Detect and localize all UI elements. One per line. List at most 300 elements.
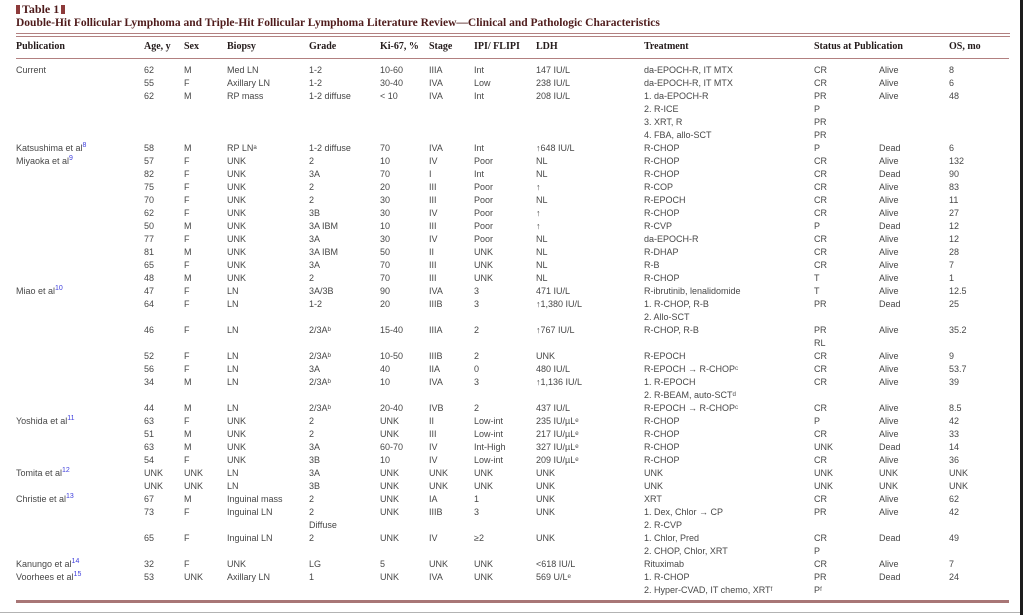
cell-age: 52: [144, 351, 155, 361]
cell-ki67: UNK: [380, 494, 400, 504]
publication-name: Yoshida et al: [16, 416, 68, 426]
cell-treatment: da-EPOCH-R, IT MTX: [644, 65, 733, 75]
cell-ki67: 15-40: [380, 325, 404, 335]
cell-ipi: 2: [474, 403, 480, 413]
cell-status: P: [814, 221, 821, 231]
cell-os: 7: [949, 260, 955, 270]
cell-ki67: UNK: [380, 416, 400, 426]
cell-vital: Alive: [879, 273, 899, 283]
cell-sex: F: [184, 455, 190, 465]
cell-treatment: R-EPOCH: [644, 351, 686, 361]
cell-biopsy: LN: [227, 403, 239, 413]
cell-ki67: 20: [380, 299, 391, 309]
cell-stage: III: [429, 182, 437, 192]
cell-ipi: 0: [474, 364, 480, 374]
cell-os: UNK: [949, 468, 969, 478]
cell-status: CR: [814, 78, 827, 88]
cell-biopsy: LN: [227, 351, 239, 361]
cell-ipi: Int: [474, 65, 485, 75]
citation-ref[interactable]: 14: [71, 558, 80, 565]
cell-sex: F: [184, 169, 190, 179]
cell-ki67: UNK: [380, 481, 400, 491]
cell-biopsy: Inguinal LN: [227, 533, 273, 543]
cell-ldh: 569 U/Lᵉ: [536, 572, 571, 582]
table-row: [16, 220, 1009, 233]
cell-os: 25: [949, 299, 960, 309]
citation-ref[interactable]: 12: [62, 467, 70, 474]
cell-os: 132: [949, 156, 965, 166]
cell-vital: Dead: [879, 221, 901, 231]
cell-publication: [16, 220, 144, 233]
cell-sex: M: [184, 494, 192, 504]
cell-vital: UNK: [879, 468, 899, 478]
table-row: [16, 402, 1009, 415]
cell-ki67: 90: [380, 286, 391, 296]
cell-grade: [309, 506, 380, 532]
cell-age: 81: [144, 247, 155, 257]
cell-treatment: UNK: [644, 468, 664, 478]
cell-ipi: 3: [474, 507, 480, 517]
cell-sex: F: [184, 234, 190, 244]
publication-name: Christie et al: [16, 494, 67, 504]
col-header-biopsy: Biopsy: [227, 37, 309, 59]
cell-treatment: R-CHOP: [644, 416, 680, 426]
cell-age: 77: [144, 234, 155, 244]
cell-status: CR: [814, 195, 827, 205]
col-header-stage: Stage: [429, 37, 474, 59]
cell-biopsy: UNK: [227, 273, 247, 283]
cell-os: 14: [949, 442, 960, 452]
cell-publication: [16, 532, 144, 558]
cell-publication: [16, 363, 144, 376]
table-label-marker-icon: [61, 5, 65, 14]
cell-line: 2. CHOP, Chlor, XRT: [644, 546, 728, 556]
cell-stage: IV: [429, 156, 438, 166]
cell-biopsy: RP mass: [227, 91, 264, 101]
cell-status: CR: [814, 169, 827, 179]
col-header-publication: Publication: [16, 37, 144, 59]
cell-grade: 1-2: [309, 299, 323, 309]
cell-vital: Dead: [879, 572, 901, 582]
cell-os: 33: [949, 429, 960, 439]
cell-treatment: XRT: [644, 494, 662, 504]
cell-publication: [16, 324, 144, 350]
cell-stage: IVA: [429, 286, 443, 296]
cell-publication: [16, 272, 144, 285]
cell-age: 51: [144, 429, 155, 439]
cell-ldh: ↑1,136 IU/L: [536, 377, 583, 387]
cell-treatment: R-CHOP, R-B: [644, 325, 699, 335]
cell-biopsy: UNK: [227, 559, 247, 569]
cell-vital: Alive: [879, 260, 899, 270]
table-row: [16, 142, 1009, 155]
cell-ki67: 10-50: [380, 351, 404, 361]
cell-age: 53: [144, 572, 155, 582]
cell-sex: F: [184, 208, 190, 218]
cell-os: 6: [949, 143, 955, 153]
table-row: [16, 467, 1009, 480]
cell-biopsy: Inguinal mass: [227, 494, 283, 504]
cell-os: 62: [949, 494, 960, 504]
cell-treatment: R-CHOP: [644, 156, 680, 166]
cell-ldh: UNK: [536, 533, 556, 543]
cell-biopsy: UNK: [227, 221, 247, 231]
cell-line: 1. Chlor, Pred: [644, 533, 700, 543]
cell-biopsy: LN: [227, 364, 239, 374]
cell-publication: [16, 480, 144, 493]
cell-biopsy: LN: [227, 481, 239, 491]
cell-grade: 3A: [309, 234, 321, 244]
citation-ref[interactable]: 10: [55, 285, 63, 292]
cell-treatment: [644, 571, 814, 597]
cell-vital: Alive: [879, 403, 899, 413]
cell-treatment: R-COP: [644, 182, 673, 192]
cell-stage: IV: [429, 234, 438, 244]
cell-os: 9: [949, 351, 955, 361]
cell-age: 46: [144, 325, 155, 335]
cell-os: 12: [949, 221, 960, 231]
cell-status: CR: [814, 559, 827, 569]
cell-ipi: 1: [474, 494, 480, 504]
cell-stage: IVA: [429, 91, 443, 101]
cell-status: T: [814, 286, 820, 296]
cell-line: 2. Allo-SCT: [644, 312, 690, 322]
cell-ipi: UNK: [474, 559, 494, 569]
cell-grade: 2: [309, 416, 315, 426]
cell-status: CR: [814, 208, 827, 218]
cell-stage: IVA: [429, 377, 443, 387]
cell-stage: IV: [429, 442, 438, 452]
cell-treatment: [644, 532, 814, 558]
cell-grade: 2: [309, 273, 315, 283]
cell-treatment: Rituximab: [644, 559, 685, 569]
cell-treatment: [644, 298, 814, 324]
citation-ref[interactable]: 9: [69, 155, 73, 162]
cell-status: P: [814, 143, 821, 153]
cell-ki67: 70: [380, 273, 391, 283]
cell-stage: IVA: [429, 572, 443, 582]
table-label-marker-icon: [16, 5, 20, 14]
cell-sex: M: [184, 65, 192, 75]
cell-grade: 1-2 diffuse: [309, 91, 351, 101]
cell-vital: Alive: [879, 234, 899, 244]
cell-ldh: NL: [536, 234, 548, 244]
cell-vital: Alive: [879, 507, 899, 517]
cell-line: PR: [814, 91, 827, 101]
cell-grade: 2/3Aᵇ: [309, 377, 331, 387]
cell-line: Diffuse: [309, 520, 337, 530]
cell-age: 82: [144, 169, 155, 179]
citation-ref[interactable]: 13: [66, 493, 74, 500]
cell-line: Pᶠ: [814, 585, 823, 595]
cell-vital: UNK: [879, 481, 899, 491]
cell-stage: IV: [429, 533, 438, 543]
cell-publication: [16, 155, 144, 168]
cell-os: 35.2: [949, 325, 967, 335]
cell-status: UNK: [814, 481, 834, 491]
cell-sex: M: [184, 377, 192, 387]
publication-name: Tomita et al: [16, 468, 63, 478]
cell-vital: Alive: [879, 247, 899, 257]
cell-stage: UNK: [429, 468, 449, 478]
cell-vital: Alive: [879, 377, 899, 387]
cell-biopsy: UNK: [227, 195, 247, 205]
table-row: [16, 571, 1009, 597]
cell-ldh: ↑767 IU/L: [536, 325, 575, 335]
publication-name: Miyaoka et al: [16, 156, 70, 166]
cell-line: 1. Dex, Chlor → CP: [644, 507, 724, 517]
cell-biopsy: UNK: [227, 247, 247, 257]
cell-ldh: 147 IU/L: [536, 65, 571, 75]
cell-publication: [16, 415, 144, 428]
cell-status: [814, 324, 879, 350]
table-label: [16, 2, 1010, 16]
cell-sex: F: [184, 260, 190, 270]
cell-ldh: NL: [536, 247, 548, 257]
col-header-ldh: LDH: [536, 37, 644, 59]
cell-vital: Alive: [879, 416, 899, 426]
cell-os: 12.5: [949, 286, 967, 296]
cell-line: PR: [814, 325, 827, 335]
cell-ipi: Low-int: [474, 455, 504, 465]
cell-sex: F: [184, 507, 190, 517]
cell-vital: Alive: [879, 156, 899, 166]
cell-ipi: 3: [474, 286, 480, 296]
cell-sex: M: [184, 143, 192, 153]
cell-ldh: ↑: [536, 221, 541, 231]
table-row: [16, 77, 1009, 90]
cell-vital: Dead: [879, 169, 901, 179]
cell-stage: III: [429, 273, 437, 283]
cell-ldh: UNK: [536, 351, 556, 361]
cell-vital: Alive: [879, 325, 899, 335]
cell-ki67: UNK: [380, 429, 400, 439]
citation-ref[interactable]: 15: [73, 571, 82, 578]
table-row: [16, 90, 1009, 142]
table-row: [16, 480, 1009, 493]
cell-treatment: R-EPOCH → R-CHOPᶜ: [644, 364, 739, 374]
cell-ldh: 327 IU/µLᵉ: [536, 442, 579, 452]
cell-ipi: Int-High: [474, 442, 506, 452]
cell-ki67: UNK: [380, 507, 400, 517]
cell-treatment: R-CVP: [644, 221, 673, 231]
col-header-grade: Grade: [309, 37, 380, 59]
cell-ipi: Int: [474, 143, 485, 153]
cell-vital: Alive: [879, 195, 899, 205]
cell-sex: M: [184, 429, 192, 439]
cell-publication: [16, 246, 144, 259]
cell-os: 39: [949, 377, 960, 387]
table-row: [16, 272, 1009, 285]
cell-vital: Dead: [879, 533, 901, 543]
cell-grade: 3B: [309, 208, 321, 218]
cell-line: 2. R-ICE: [644, 104, 679, 114]
cell-publication: [16, 493, 144, 506]
cell-sex: F: [184, 416, 190, 426]
cell-ipi: UNK: [474, 468, 494, 478]
cell-ipi: Poor: [474, 195, 494, 205]
cell-age: 56: [144, 364, 155, 374]
cell-ipi: 3: [474, 377, 480, 387]
cell-ki67: 10: [380, 455, 391, 465]
cell-vital: Alive: [879, 351, 899, 361]
cell-stage: IVB: [429, 403, 444, 413]
cell-status: UNK: [814, 442, 834, 452]
table-body: [16, 59, 1009, 598]
cell-os: UNK: [949, 481, 969, 491]
cell-grade: 1-2 diffuse: [309, 143, 351, 153]
cell-biopsy: LN: [227, 377, 239, 387]
cell-status: [814, 90, 879, 142]
cell-sex: UNK: [184, 572, 204, 582]
col-header-ipi-flipi: IPI/ FLIPI: [474, 37, 536, 59]
cell-grade: 2: [309, 429, 315, 439]
table-row: [16, 532, 1009, 558]
cell-line: P: [814, 546, 821, 556]
cell-stage: I: [429, 169, 432, 179]
cell-os: 28: [949, 247, 960, 257]
cell-treatment: R-ibrutinib, lenalidomide: [644, 286, 741, 296]
cell-sex: F: [184, 559, 190, 569]
table-row: [16, 415, 1009, 428]
cell-sex: M: [184, 403, 192, 413]
cell-grade: 3A: [309, 169, 321, 179]
cell-treatment: da-EPOCH-R: [644, 234, 699, 244]
cell-ipi: UNK: [474, 572, 494, 582]
publication-name: Miao et al: [16, 286, 56, 296]
cell-stage: IVA: [429, 78, 443, 88]
cell-os: 8.5: [949, 403, 962, 413]
cell-treatment: R-DHAP: [644, 247, 679, 257]
cell-ldh: NL: [536, 273, 548, 283]
cell-os: 27: [949, 208, 960, 218]
cell-ipi: UNK: [474, 260, 494, 270]
cell-sex: F: [184, 299, 190, 309]
table-row: [16, 558, 1009, 571]
cell-line: 2. R-BEAM, auto-SCTᵈ: [644, 390, 736, 400]
cell-publication: [16, 59, 144, 78]
cell-ipi: Poor: [474, 208, 494, 218]
cell-ldh: 437 IU/L: [536, 403, 571, 413]
table-row: [16, 363, 1009, 376]
cell-age: 65: [144, 260, 155, 270]
table-row: [16, 454, 1009, 467]
cell-treatment: R-CHOP: [644, 429, 680, 439]
cell-publication: [16, 181, 144, 194]
cell-os: 48: [949, 91, 960, 101]
cell-os: 83: [949, 182, 960, 192]
cell-line: 4. FBA, allo-SCT: [644, 130, 712, 140]
table-row: [16, 350, 1009, 363]
cell-stage: IIIB: [429, 299, 443, 309]
cell-biopsy: UNK: [227, 169, 247, 179]
cell-line: RL: [814, 338, 826, 348]
cell-grade: 3B: [309, 455, 321, 465]
cell-age: 62: [144, 91, 155, 101]
cell-sex: F: [184, 351, 190, 361]
cell-ldh: NL: [536, 195, 548, 205]
cell-ipi: UNK: [474, 481, 494, 491]
cell-stage: IV: [429, 208, 438, 218]
cell-ki67: 10: [380, 221, 391, 231]
cell-treatment: [644, 376, 814, 402]
cell-ldh: <618 IU/L: [536, 559, 576, 569]
cell-ipi: Int: [474, 169, 485, 179]
table-row: [16, 428, 1009, 441]
cell-age: 58: [144, 143, 155, 153]
cell-grade: 3B: [309, 481, 321, 491]
cell-line: 1. da-EPOCH-R: [644, 91, 709, 101]
cell-biopsy: Axillary LN: [227, 572, 271, 582]
cell-stage: UNK: [429, 559, 449, 569]
citation-ref[interactable]: 8: [82, 142, 87, 149]
cell-line: PR: [814, 130, 827, 140]
cell-grade: 3A: [309, 260, 321, 270]
cell-ldh: UNK: [536, 481, 556, 491]
cell-grade: 3A: [309, 442, 321, 452]
cell-ki67: 20: [380, 182, 391, 192]
cell-ki67: 10: [380, 156, 391, 166]
cell-status: CR: [814, 455, 827, 465]
cell-grade: 3A: [309, 468, 321, 478]
cell-age: 57: [144, 156, 155, 166]
cell-biopsy: UNK: [227, 416, 247, 426]
cell-sex: F: [184, 156, 190, 166]
cell-ki67: 30-40: [380, 78, 404, 88]
cell-vital: Alive: [879, 182, 899, 192]
cell-ldh: ↑1,380 IU/L: [536, 299, 583, 309]
table-row: [16, 441, 1009, 454]
cell-grade: LG: [309, 559, 322, 569]
cell-ki67: 20-40: [380, 403, 404, 413]
literature-review-table: [16, 37, 1009, 597]
cell-age: 73: [144, 507, 155, 517]
cell-vital: Alive: [879, 455, 899, 465]
cell-biopsy: UNK: [227, 429, 247, 439]
cell-treatment: R-EPOCH → R-CHOPᶜ: [644, 403, 739, 413]
cell-treatment: R-CHOP: [644, 169, 680, 179]
cell-status: CR: [814, 429, 827, 439]
cell-publication: [16, 77, 144, 90]
citation-ref[interactable]: 11: [67, 415, 75, 422]
cell-sex: F: [184, 195, 190, 205]
publication-name: Voorhees et al: [16, 572, 74, 582]
cell-sex: F: [184, 182, 190, 192]
cell-grade: 1-2: [309, 78, 323, 88]
cell-line: 2: [309, 507, 315, 517]
cell-treatment: R-EPOCH: [644, 195, 686, 205]
col-header-ki67: Ki-67, %: [380, 37, 429, 59]
cell-line: PR: [814, 572, 827, 582]
cell-stage: II: [429, 416, 435, 426]
col-header-age: Age, y: [144, 37, 184, 59]
cell-grade: 2/3Aᵇ: [309, 351, 331, 361]
table-row: [16, 246, 1009, 259]
cell-age: 32: [144, 559, 155, 569]
cell-status: PR: [814, 507, 827, 517]
col-header-os: OS, mo: [949, 37, 1009, 59]
table-row: [16, 493, 1009, 506]
col-header-sex: Sex: [184, 37, 227, 59]
cell-publication: [16, 298, 144, 324]
cell-grade: 1-2: [309, 65, 323, 75]
cell-stage: III: [429, 221, 437, 231]
cell-sex: F: [184, 533, 190, 543]
cell-ldh: UNK: [536, 468, 556, 478]
cell-status: P: [814, 416, 821, 426]
cell-stage: III: [429, 195, 437, 205]
cell-treatment: R-CHOP: [644, 208, 680, 218]
